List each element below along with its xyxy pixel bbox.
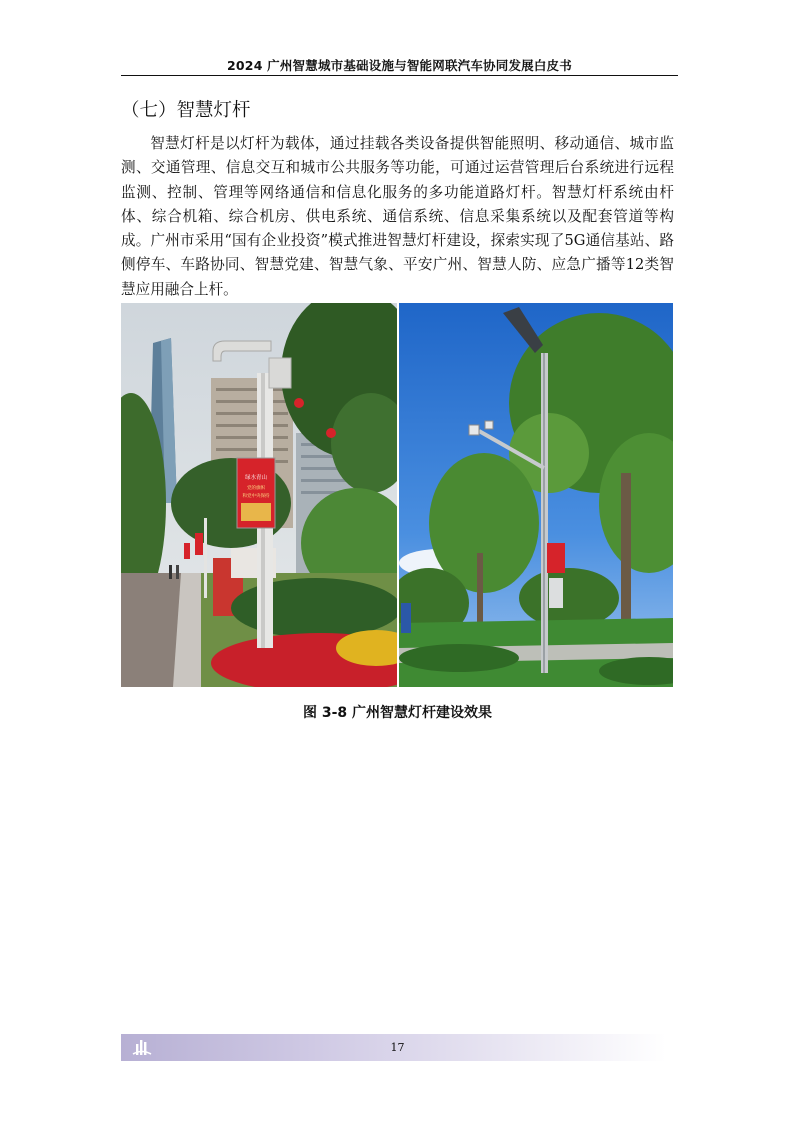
photo-street-svg xyxy=(121,303,397,687)
screen-text-3: 和党中央保持 xyxy=(242,494,270,499)
page-number: 17 xyxy=(390,1041,405,1054)
screen-text-2: 党的旗帜 xyxy=(247,486,265,491)
body-paragraph: 智慧灯杆是以灯杆为载体，通过挂载各类设备提供智能照明、移动通信、城市监测、交通管理、信息交互和城市公共服务等功能，可通过运营管理后台系统进行远程监测、控制、管理等网络通信和信息化服务的多功能道路灯杆。智慧灯杆系统由杆体、综合机箱、综合机房、供电系统、通信系统、信息采集系统以及配套管道等构成。广州市采用“国有企业投资”模式推进智慧灯杆建设，探索实现了5G通信基站、路侧停车、车路协同、智慧党建、智慧气象、平安广州、智慧人防、应急广播等12类智慧应用融合上杆。 xyxy=(121,135,674,298)
running-header: 2024 广州智慧城市基础设施与智能网联汽车协同发展白皮书 xyxy=(227,58,572,73)
figure-caption: 图 3-8 广州智慧灯杆建设效果 xyxy=(302,705,493,721)
photo-park-smart-pole xyxy=(399,303,673,687)
screen-text-1: 绿水青山 xyxy=(244,475,268,481)
header-rule xyxy=(121,75,678,76)
photo-park-svg xyxy=(399,303,673,687)
footer-band xyxy=(121,1034,666,1061)
photo-street-smart-pole xyxy=(121,303,397,687)
section-title: （七）智慧灯杆 xyxy=(121,100,251,121)
